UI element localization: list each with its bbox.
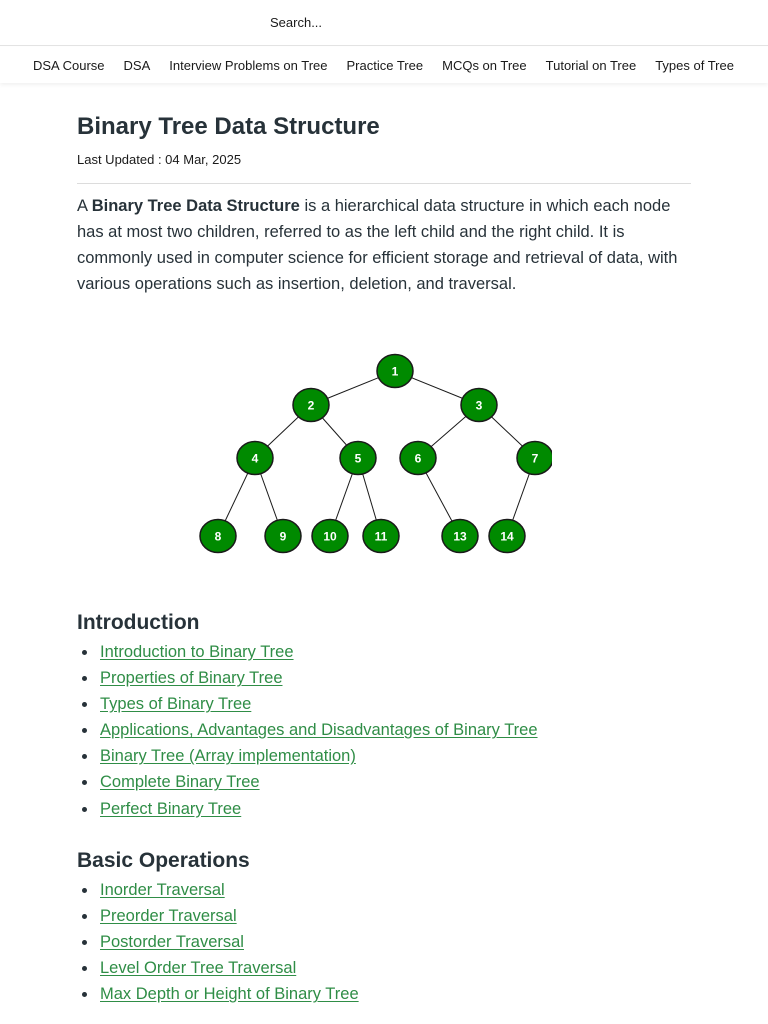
list-item	[77, 743, 691, 769]
article	[77, 110, 691, 297]
nav-item-dsa-course[interactable]: DSA Course	[33, 57, 105, 73]
nav-item-practice-tree[interactable]: Practice Tree	[346, 57, 424, 73]
list-item	[77, 691, 691, 717]
tree-node-label: 9	[279, 529, 287, 544]
tree-node-label: 3	[475, 398, 483, 413]
tree-node-label: 10	[323, 529, 337, 544]
list-item	[77, 929, 691, 955]
tree-node-label: 8	[214, 529, 222, 544]
list-item	[77, 877, 691, 903]
link-preorder-traversal[interactable]: Preorder Traversal	[100, 907, 237, 926]
tree-node	[293, 389, 329, 422]
tree-node	[517, 442, 552, 475]
list-item	[77, 717, 691, 743]
intro-text: is a hierarchical data structure in which each node has at most two children, referred to as the left child and the right child. It is commonly used in computer science for efficient storage and retrieval of data, with various operations such as insertion, deletion, and traversal.	[77, 197, 678, 293]
list-item	[77, 665, 691, 691]
last-updated-label: Last Updated :	[77, 152, 166, 167]
binary-tree-diagram	[192, 346, 552, 560]
tree-node-label: 11	[374, 529, 388, 544]
search-input[interactable]	[262, 8, 562, 36]
tree-node	[340, 442, 376, 475]
topic-nav	[0, 47, 768, 83]
link-types-of-binary-tree[interactable]: Types of Binary Tree	[100, 695, 252, 714]
link-complete-binary-tree[interactable]: Complete Binary Tree	[100, 773, 260, 792]
link-properties-of-binary-tree[interactable]: Properties of Binary Tree	[100, 669, 283, 688]
list-item	[77, 955, 691, 981]
last-updated	[77, 151, 691, 169]
tree-node-label: 4	[251, 451, 259, 466]
link-postorder-traversal[interactable]: Postorder Traversal	[100, 933, 244, 952]
link-array-implementation[interactable]: Binary Tree (Array implementation)	[100, 747, 356, 766]
tree-node	[442, 520, 478, 553]
intro-prefix: A	[77, 197, 92, 215]
tree-node	[200, 520, 236, 553]
tree-node	[489, 520, 525, 553]
tree-node-label: 5	[354, 451, 362, 466]
link-perfect-binary-tree[interactable]: Perfect Binary Tree	[100, 799, 242, 818]
tree-node	[363, 520, 399, 553]
nav-item-tutorial[interactable]: Tutorial on Tree	[545, 57, 637, 73]
tree-node-label: 14	[500, 529, 514, 544]
list-item	[77, 639, 691, 665]
tree-node	[377, 355, 413, 388]
introduction-list	[77, 639, 691, 822]
link-introduction-to-binary-tree[interactable]: Introduction to Binary Tree	[100, 643, 294, 661]
tree-node	[400, 442, 436, 475]
basic-operations-list	[77, 877, 691, 1007]
basic-operations-section	[77, 847, 691, 1007]
link-level-order-traversal[interactable]: Level Order Tree Traversal	[100, 959, 297, 978]
nav-item-mcqs[interactable]: MCQs on Tree	[442, 57, 527, 73]
tree-node-label: 2	[307, 398, 315, 413]
introduction-heading: Introduction	[77, 611, 200, 634]
nav-item-dsa[interactable]: DSA	[123, 57, 151, 73]
list-item	[77, 796, 691, 822]
tree-node	[265, 520, 301, 553]
link-inorder-traversal[interactable]: Inorder Traversal	[100, 881, 225, 899]
tree-nodes	[200, 355, 552, 553]
intro-paragraph	[77, 193, 691, 297]
tree-node	[237, 442, 273, 475]
link-max-depth[interactable]: Max Depth or Height of Binary Tree	[100, 985, 359, 1004]
basic-operations-heading: Basic Operations	[77, 849, 250, 872]
introduction-section	[77, 609, 691, 822]
top-bar	[0, 0, 768, 46]
link-applications-advantages[interactable]: Applications, Advantages and Disadvantages of Binary Tree	[100, 721, 538, 740]
tree-node-label: 1	[391, 364, 399, 379]
tree-node-label: 6	[414, 451, 422, 466]
page-title: Binary Tree Data Structure	[77, 113, 380, 140]
binary-tree-svg	[192, 346, 552, 560]
tree-node	[461, 389, 497, 422]
title-divider	[77, 183, 691, 184]
nav-item-types-of-tree[interactable]: Types of Tree	[655, 57, 734, 73]
list-item	[77, 903, 691, 929]
last-updated-date: 04 Mar, 2025	[165, 152, 242, 167]
tree-node-label: 13	[453, 529, 467, 544]
list-item	[77, 981, 691, 1007]
nav-item-interview-problems[interactable]: Interview Problems on Tree	[169, 57, 328, 73]
tree-node	[312, 520, 348, 553]
intro-term: Binary Tree Data Structure	[91, 197, 300, 215]
tree-node-label: 7	[531, 451, 539, 466]
topic-nav-list	[0, 47, 768, 83]
list-item	[77, 769, 691, 795]
